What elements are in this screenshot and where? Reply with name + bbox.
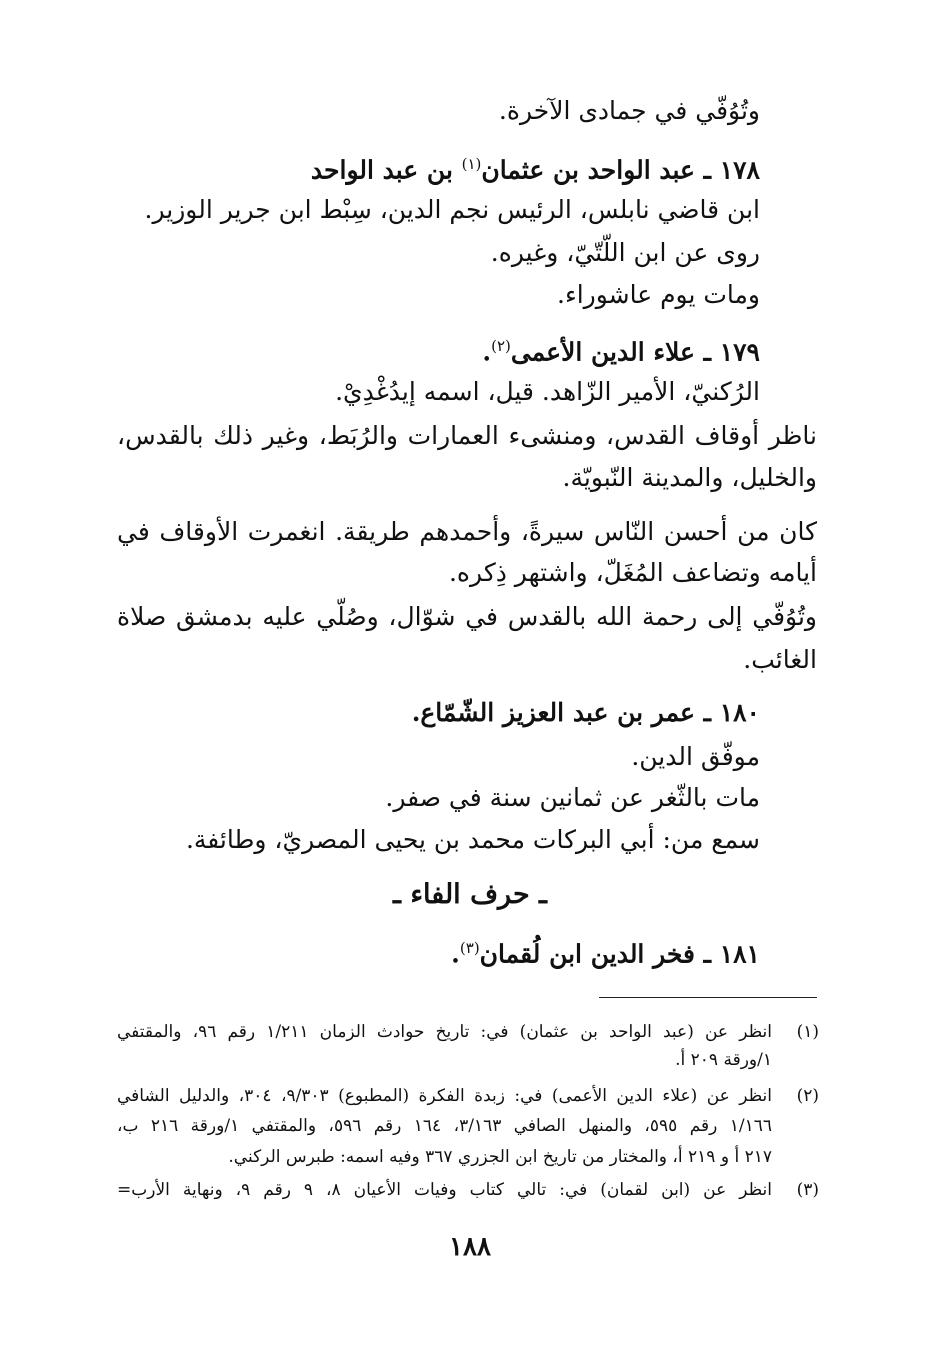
body-line: أيامه وتضاعف المُغَلّ، واشتهر ذِكره. bbox=[448, 558, 817, 587]
footnote-line: ١/١٦٦ رقم ٥٩٥، والمنهل الصافي ٣/١٦٣، ١٦٤ رقم ٥٩٦، والمقتفي ١/ورقة ٢١٦ ب، bbox=[117, 1116, 773, 1136]
entry-title-tail: . bbox=[451, 939, 460, 969]
body-line: ابن قاضي نابلس، الرئيس نجم الدين، سِبْط ابن جرير الوزير. bbox=[144, 195, 760, 224]
body-line: موفّق الدين. bbox=[631, 742, 760, 771]
footnote-line: ١/ورقة ٢٠٩ أ. bbox=[675, 1050, 772, 1070]
footnote-line: ٢١٧ أ و ٢١٩ أ، والمختار من تاريخ ابن الجزري ٣٦٧ وفيه اسمه: طبرس الركني. bbox=[228, 1147, 772, 1167]
entry-181-heading bbox=[451, 931, 760, 971]
footnote-number: (٢) bbox=[796, 1086, 819, 1106]
page-number: ١٨٨ bbox=[449, 1232, 491, 1262]
footnote-marker: (٣) bbox=[459, 939, 480, 957]
entry-179-heading bbox=[482, 329, 760, 369]
entry-title: ١٧٨ ـ عبد الواحد بن عثمان bbox=[481, 155, 760, 185]
entry-title: ١٧٩ ـ علاء الدين الأعمى bbox=[510, 337, 760, 367]
section-heading: ـ حرف الفاء ـ bbox=[393, 879, 547, 910]
body-line: وتُوُفّي في جمادى الآخرة. bbox=[498, 96, 760, 125]
body-line: وتُوُفّي إلى رحمة الله بالقدس في شوّال، وصُلّي عليه بدمشق صلاة bbox=[117, 602, 817, 631]
footnote-line: انظر عن (ابن لقمان) في: تالي كتاب وفيات الأعيان ٨، ٩ رقم ٩، ونهاية الأرب= bbox=[117, 1180, 772, 1200]
entry-title: ١٨٠ ـ عمر بن عبد العزيز الشّمّاع. bbox=[411, 698, 760, 727]
footnote-line: انظر عن (علاء الدين الأعمى) في: زبدة الفكرة (المطبوع) ٩/٣٠٣، ٣٠٤، والدليل الشافي bbox=[117, 1086, 772, 1106]
entry-title-tail: بن عبد الواحد bbox=[310, 155, 462, 185]
body-line: سمع من: أبي البركات محمد بن يحيى المصريّ، وطائفة. bbox=[185, 825, 760, 854]
body-line: الغائب. bbox=[743, 645, 817, 674]
footnote-number: (٣) bbox=[796, 1180, 819, 1200]
footnote-divider bbox=[599, 997, 817, 998]
body-line: ومات يوم عاشوراء. bbox=[557, 280, 760, 309]
body-line: روى عن ابن اللّتّيّ، وغيره. bbox=[490, 238, 760, 267]
entry-title: ١٨١ ـ فخر الدين ابن لُقمان bbox=[479, 939, 760, 969]
body-line: ناظر أوقاف القدس، ومنشىء العمارات والرُبَط، وغير ذلك بالقدس، bbox=[117, 421, 817, 450]
footnote-marker: (٢) bbox=[491, 337, 511, 355]
body-line: كان من أحسن النّاس سيرةً، وأحمدهم طريقة. انغمرت الأوقاف في bbox=[117, 517, 817, 546]
entry-178-heading bbox=[311, 147, 760, 187]
body-line: الرُكنيّ، الأمير الزّاهد. قيل، اسمه إيدُغْدِيْ. bbox=[335, 377, 760, 406]
footnote-number: (١) bbox=[796, 1022, 819, 1042]
footnote-marker: (١) bbox=[461, 155, 482, 173]
footnote-line: انظر عن (عبد الواحد بن عثمان) في: تاريخ حوادث الزمان ١/٢١١ رقم ٩٦، والمقتفي bbox=[117, 1022, 772, 1042]
body-line: والخليل، والمدينة النّبويّة. bbox=[562, 463, 817, 492]
entry-title-tail: . bbox=[482, 337, 492, 367]
body-line: مات بالثّغر عن ثمانين سنة في صفر. bbox=[385, 783, 760, 812]
entry-180-heading bbox=[412, 696, 760, 730]
